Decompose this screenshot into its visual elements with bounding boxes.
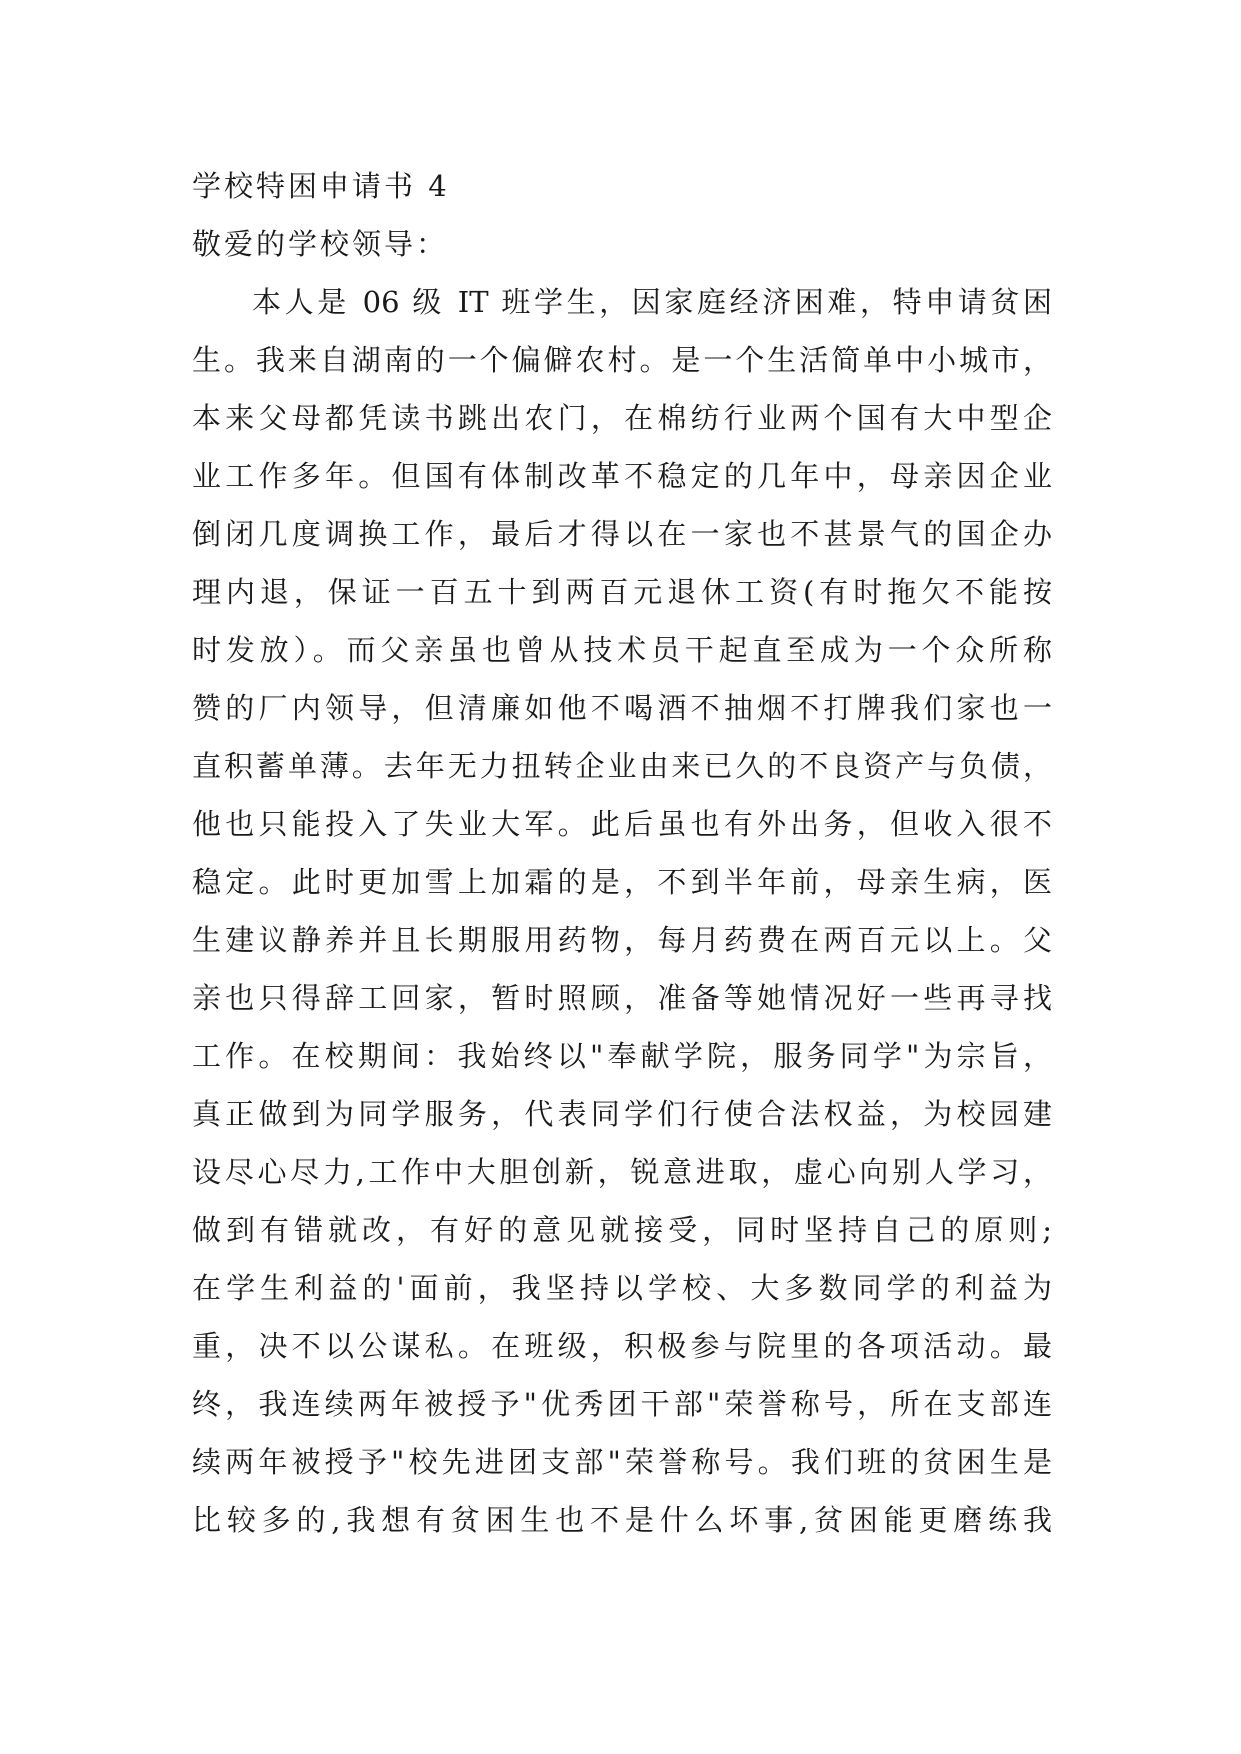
text-line: 重，决不以公谋私。在班级，积极参与院里的各项活动。最 — [192, 1329, 1052, 1363]
text-line: 本来父母都凭读书跳出农门，在棉纺行业两个国有大中型企 — [192, 401, 1052, 435]
text-line: 续两年被授予"校先进团支部"荣誉称号。我们班的贫困生是 — [192, 1445, 1052, 1479]
text-line: 生建议静养并且长期服用药物，每月药费在两百元以上。父 — [192, 923, 1052, 957]
text-line: 工作。在校期间：我始终以"奉献学院，服务同学"为宗旨， — [192, 1039, 1052, 1073]
text-line: 理内退，保证一百五十到两百元退休工资(有时拖欠不能按 — [192, 575, 1052, 609]
body-text — [192, 282, 1052, 1558]
text-line: 稳定。此时更加雪上加霜的是，不到半年前，母亲生病，医 — [192, 865, 1052, 899]
text-line: 亲也只得辞工回家，暂时照顾，准备等她情况好一些再寻找 — [192, 981, 1052, 1015]
text-line: 他也只能投入了失业大军。此后虽也有外出务，但收入很不 — [192, 807, 1052, 841]
text-line: 设尽心尽力,工作中大胆创新，锐意进取，虚心向别人学习， — [192, 1155, 1052, 1189]
text-line: 生。我来自湖南的一个偏僻农村。是一个生活简单中小城市， — [192, 343, 1052, 377]
text-line: 做到有错就改，有好的意见就接受，同时坚持自己的原则; — [192, 1213, 1052, 1247]
text-line: 比较多的,我想有贫困生也不是什么坏事,贫困能更磨练我 — [192, 1503, 1052, 1537]
document-title: 学校特困申请书 4 — [192, 169, 450, 203]
text-line: 赞的厂内领导，但清廉如他不喝酒不抽烟不打牌我们家也一 — [192, 691, 1052, 725]
text-line: 直积蓄单薄。去年无力扭转企业由来已久的不良资产与负债， — [192, 749, 1052, 783]
text-line: 终，我连续两年被授予"优秀团干部"荣誉称号，所在支部连 — [192, 1387, 1052, 1421]
text-line: 本人是 06 级 IT 班学生，因家庭经济困难，特申请贫困 — [252, 285, 1052, 319]
text-line: 业工作多年。但国有体制改革不稳定的几年中，母亲因企业 — [192, 459, 1052, 493]
text-line: 在学生利益的'面前，我坚持以学校、大多数同学的利益为 — [192, 1271, 1052, 1305]
salutation: 敬爱的学校领导： — [192, 227, 449, 261]
text-line: 时发放）。而父亲虽也曾从技术员干起直至成为一个众所称 — [192, 633, 1052, 667]
text-line: 倒闭几度调换工作，最后才得以在一家也不甚景气的国企办 — [192, 517, 1052, 551]
text-line: 真正做到为同学服务，代表同学们行使合法权益，为校园建 — [192, 1097, 1052, 1131]
